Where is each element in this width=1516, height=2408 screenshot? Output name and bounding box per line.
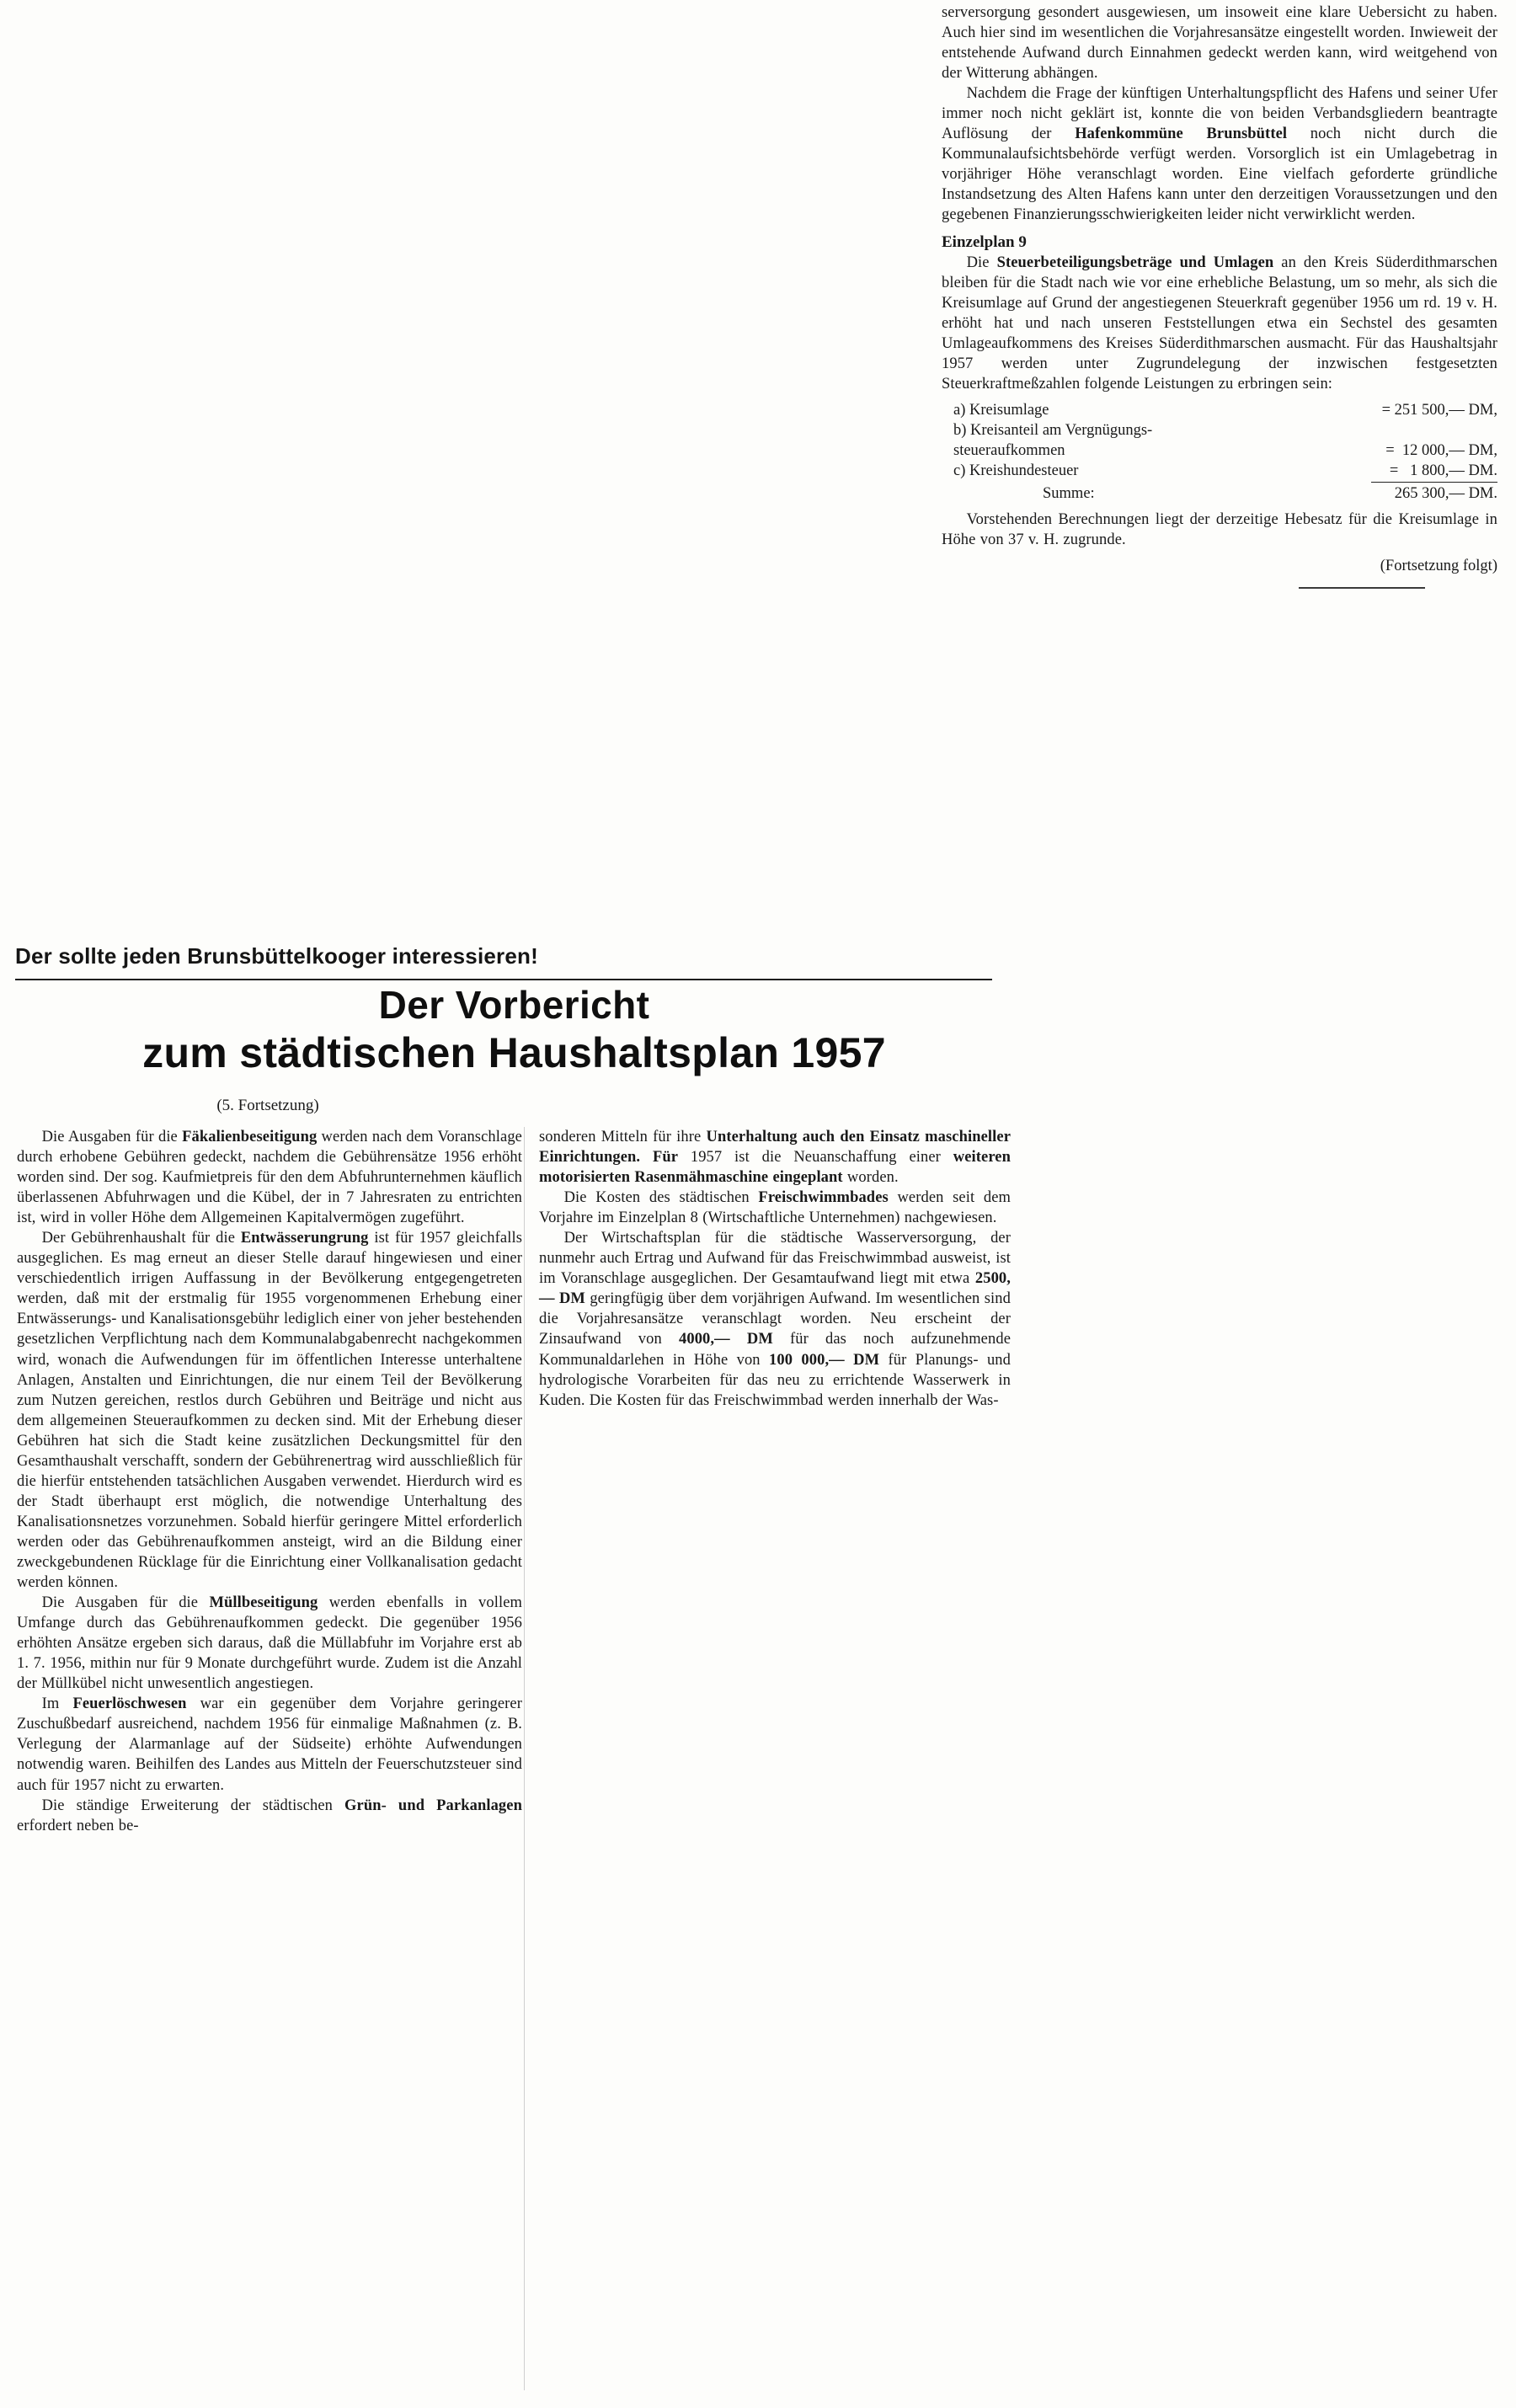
bold-term-steuerbeteiligung: Steuerbeteiligungsbeträge und Umlagen: [996, 254, 1274, 272]
amount-row: [942, 461, 1497, 481]
paragraph-text-c: Die: [966, 254, 997, 272]
p-text: Die Ausgaben für die: [41, 1129, 183, 1145]
amount-row: [942, 420, 1497, 440]
amounts-table: [942, 400, 1497, 504]
p-text: geringfügig über dem vorjährigen Aufwand. Im wesentlichen sind die Vorjahresansätze veranschlagt worden. Neu erscheint der Zinsaufwand von: [539, 1290, 1011, 1348]
bold-text-weiteren: weiteren motorisierten Rasenmähmaschine eingeplant: [539, 1149, 1011, 1187]
p-text: Im: [41, 1695, 73, 1713]
amount-sum-row: [942, 483, 1497, 504]
paragraph: serversorgung gesondert ausgewiesen, um insoweit eine klare Uebersicht zu haben. Auch hier sind im wesentlichen die Vorjahresansätze eingestellt worden. Inwieweit der entstehende Aufwand durch Einnahmen gedeckt werden kann, wird weitgehend von der Witterung abhängen.: [942, 4, 1497, 82]
headline-line-2: zum städtischen Haushaltsplan 1957: [142, 1028, 886, 1076]
p-text: Die Kosten des städtischen: [563, 1189, 759, 1207]
amount-value: = 251 500,— DM,: [1381, 402, 1497, 419]
bold-term-muellbeseitigung: Müllbeseitigung: [209, 1594, 318, 1612]
p-text: werden nach dem Voranschlage durch erhobene Gebühren gedeckt, nachdem die Gebührensätze 1956 erhöht worden sind. Der sog. Kaufmietpreis für den dem Abfuhrunternehmen käuflich überlassenen Abfuhrwagen und die Kübel, der in 7 Jahresraten zu entrichten ist, wird in voller Höhe dem Allgemeinen Kapitalvermögen zugeführt.: [17, 1129, 522, 1227]
closing-paragraph: Vorstehenden Berechnungen liegt der derzeitige Hebesatz für die Kreisumlage in Höhe von 37 v. H. zugrunde.: [942, 511, 1497, 549]
section-heading-einzelplan-9: Einzelplan 9: [942, 233, 1027, 252]
p-text: worden.: [842, 1169, 899, 1187]
amount-label: b) Kreisanteil am Vergnügungs-: [953, 422, 1153, 440]
kicker-block: [15, 943, 992, 980]
bold-term-entwaesserung: Entwässerung: [240, 1230, 337, 1247]
amount-row: [942, 400, 1497, 420]
p-text: Die Ausgaben für die: [41, 1594, 210, 1612]
bold-amount-4000: 4000,— DM: [679, 1331, 773, 1348]
paragraph-text-a: Nachdem die Frage der künftigen Unterhaltungspflicht des Hafens und seiner Ufer immer noch nicht geklärt ist, konnte die von beiden Verbandsgliedern beantragte Auflösung der: [942, 84, 1497, 142]
paragraph: [942, 84, 1497, 226]
amount-row: [942, 440, 1497, 461]
p-text: Der Gebührenhaushalt für die: [41, 1230, 241, 1247]
paragraph: [539, 1127, 1011, 1188]
p-text: Die ständige Erweiterung der städtischen: [41, 1797, 345, 1814]
bold-term-freischwimmbades: Freischwimmbades: [758, 1189, 889, 1207]
amount-value: = 1 800,— DM.: [1389, 462, 1497, 480]
amount-label: steueraufkommen: [953, 442, 1065, 460]
paragraph-einzelplan-9: [942, 254, 1497, 395]
p-text: ist für 1957 gleichfalls ausgeglichen. Es mag erneut an dieser Stelle darauf hingewiesen und einer verschiedentlich irrigen Auffassung in der Bevölkerung entgegengetreten werden, daß mit der erstmalig für 1955 vorgenommenen Erhebung einer Entwässerungs- und Kanalisationsgebühr lediglich einer von jeher bestehenden gesetzlichen Verpflichtung nach dem Kommunalabgabenrecht nachgekommen wird, wonach die Aufwendungen für im öffentlichen Interesse unterhaltene Anlagen, Anstalten und Einrichtungen, die nur einem Teil der Bevölkerung zum Nutzen gereichen, restlos durch Gebühren und Beiträge und nicht aus dem allgemeinen Steueraufkommen zu decken sind. Mit der Erhebung dieser Gebühren hat sich die Stadt keine zusätzlichen Deckungsmittel für den Gesamthaushalt verschafft, sondern der Gebührenertrag wird ausschließlich für die hierfür entstehenden tatsächlichen Ausgaben verwendet. Hierdurch wird es der Stadt überhaupt erst möglich, die notwendige Unterhaltung des Kanalisationsnetzes vorzunehmen. Sobald hierfür geringere Mittel erforderlich werden oder das Gebührenaufkommen ansteigt, wird an die Bildung einer zweckgebundenen Rücklage für die Einrichtung einer Vollkanalisation gedacht werden können.: [17, 1230, 522, 1592]
column-divider: [524, 1127, 525, 2390]
bold-term-faekalienbeseitigung: Fäkalienbeseitigung: [182, 1129, 318, 1145]
amount-sum-label: Summe:: [1043, 485, 1095, 503]
p-text: erfordert neben be-: [17, 1817, 139, 1834]
amount-label: c) Kreishundesteuer: [953, 462, 1079, 480]
amounts-total-rule: [1371, 482, 1497, 483]
continuation-note: (Fortsetzung folgt): [1380, 558, 1497, 575]
bottom-right-article: [539, 1127, 1011, 1411]
top-right-article: [942, 3, 1497, 589]
page-title: [15, 984, 1013, 1076]
paragraph: [539, 1188, 1011, 1228]
p-text: sonderen Mitteln für ihre: [539, 1129, 707, 1145]
paragraph: [17, 1796, 522, 1836]
bold-term-entwaesserung-cont: rung: [336, 1230, 369, 1247]
amount-label: a) Kreisumlage: [953, 402, 1049, 419]
bold-term-hafenkommune: Hafenkommüne Brunsbüttel: [1075, 125, 1288, 142]
kicker-rule: [15, 979, 992, 980]
paragraph: [17, 1127, 522, 1228]
bottom-left-article: [17, 1127, 522, 1836]
kicker-text: Der sollte jeden Brunsbüttelkooger interessieren!: [15, 943, 538, 969]
p-text: werden ebenfalls in vollem Umfange durch das Gebührenaufkommen gedeckt. Die gegenüber 1956 erhöhten Ansätze ergeben sich daraus, daß die Müllabfuhr im Vorjahre erst ab 1. 7. 1956, mithin nur für 9 Monate durchgeführt wurde. Zudem ist die Anzahl der Müllkübel nicht unwesentlich angestiegen.: [17, 1594, 522, 1693]
paragraph: [17, 1228, 522, 1593]
bold-amount-2500: 2500,— DM: [539, 1270, 1011, 1308]
p-text: 1957 ist die Neuanschaffung einer: [678, 1149, 953, 1167]
paragraph: [539, 1228, 1011, 1410]
headline-line-1: Der Vorbericht: [378, 983, 650, 1027]
p-text: für Planungs- und hydrologische Vorarbeiten für das neu zu errichtende Wasserwerk in Kuden. Die Kosten für das Freischwimmbad werden innerhalb der Was-: [539, 1351, 1012, 1409]
amount-sum-value: 265 300,— DM.: [1394, 485, 1497, 503]
p-text: Der Wirtschaftsplan für die städtische Wasserversorgung, der nunmehr auch Ertrag und Aufwand für das Freischwimmbad ausweist, ist im Voranschlage ausgeglichen. Der Gesamtaufwand liegt mit etwa: [539, 1230, 1011, 1288]
series-note: (5. Fortsetzung): [216, 1097, 319, 1114]
bold-text-unterhaltung: Unterhaltung auch den Einsatz maschineller Einrichtungen. Für: [539, 1129, 1011, 1167]
p-text: war ein gegenüber dem Vorjahre geringerer Zuschußbedarf ausreichend, nachdem 1956 für einmalige Maßnahmen (z. B. Verlegung der Alarmanlage auf der Südseite) erhöhte Aufwendungen notwendig waren. Beihilfen des Landes aus Mitteln der Feuerschutzsteuer sind auch für 1957 nicht zu erwarten.: [17, 1695, 522, 1794]
p-text: werden seit dem Vorjahre im Einzelplan 8 (Wirtschaftliche Unternehmen) nachgewiesen.: [539, 1189, 1011, 1227]
paragraph: [17, 1694, 522, 1795]
bold-amount-100000: 100 000,— DM: [769, 1351, 880, 1369]
article-end-rule: [1299, 587, 1425, 589]
bold-term-feuerloeschwesen: Feuerlöschwesen: [72, 1695, 187, 1713]
bold-term-gruen-und-parkanlagen: Grün- und Parkanlagen: [344, 1797, 522, 1814]
paragraph-text-d: an den Kreis Süderdithmarschen bleiben für die Stadt nach wie vor eine erhebliche Belastung, um so mehr, als sich die Kreisumlage auf Grund der angestiegenen Steuerkraft gegenüber 1956 um rd. 19 v. H. erhöht hat und nach unseren Feststellungen etwa ein Sechstel des gesamten Umlageaufkommens des Kreises Süderdithmarschen ausmacht. Für das Haushaltsjahr 1957 werden unter Zugrundelegung der inzwischen festgesetzten Steuerkraftmeßzahlen folgende Leistungen zu erbringen sein:: [942, 254, 1497, 393]
paragraph-text-b: noch nicht durch die Kommunalaufsichtsbehörde verfügt werden. Vorsorglich ist ein Umlagebetrag in vorjähriger Höhe veranschlagt worden. Eine vielfach geforderte gründliche Instandsetzung des Alten Hafens kann unter den derzeitigen Voraussetzungen und den gegebenen Finanzierungsschwierigkeiten leider nicht verwirklicht werden.: [942, 125, 1497, 223]
paragraph: [17, 1593, 522, 1694]
amount-value: = 12 000,— DM,: [1385, 442, 1497, 460]
p-text: für das noch aufzunehmende Kommunaldarlehen in Höhe von: [539, 1331, 1012, 1369]
